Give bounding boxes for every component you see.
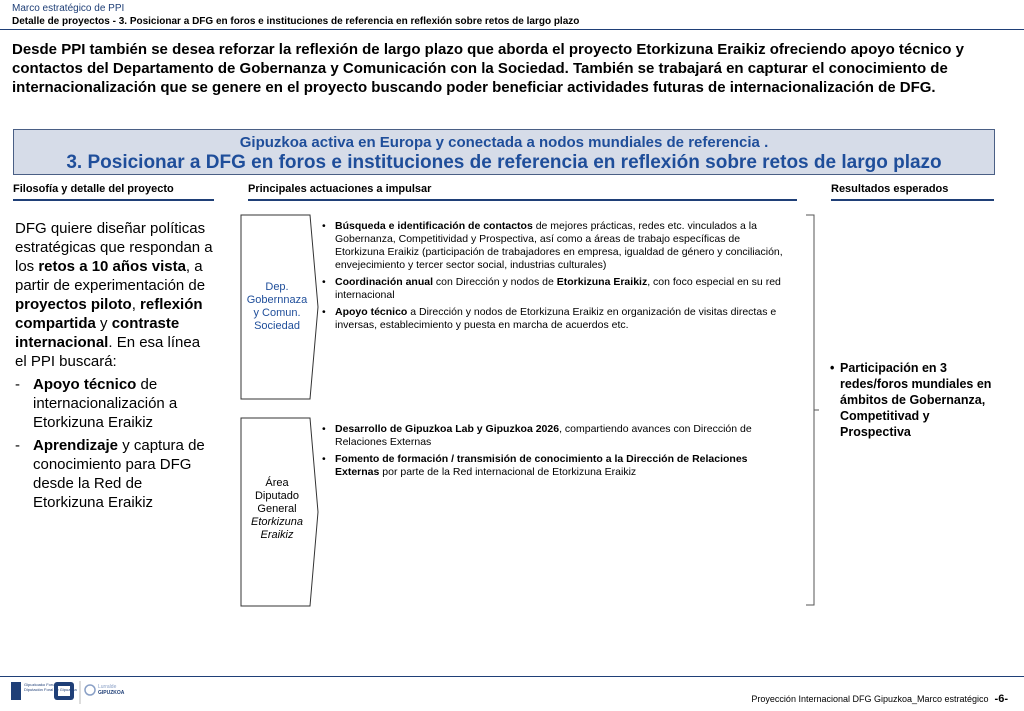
list-item: - Aprendizaje y captura de conocimiento para DFG desde la Red de Etorkizuna Eraikiz	[15, 437, 205, 511]
column-head-actuaciones: Principales actuaciones a impulsar	[248, 183, 797, 201]
list-item: • Apoyo técnico a Dirección y nodos de Etorkizuna Eraikiz en organización de visitas directas e inversas, establecimiento y puesta en marcha de acuerdos etc.	[322, 306, 777, 331]
page-number: -6-	[994, 693, 1008, 705]
actions-group-1	[322, 220, 792, 336]
logo-text-1: Gipuzkoako Foru Aldundia Diputación Foral de Gipuzkoa	[24, 682, 77, 692]
footer: Proyección Internacional DFG Gipuzkoa_Marco estratégico -6-	[751, 693, 1008, 705]
area-box	[240, 417, 320, 607]
strategy-banner	[13, 129, 995, 175]
logo-text-2: Lurralde GIPUZKOA	[98, 684, 125, 696]
column-head-resultados: Resultados esperados	[831, 183, 994, 201]
header-section: Marco estratégico de PPI	[12, 3, 125, 14]
list-item: • Fomento de formación / transmisión de conocimiento a la Dirección de Relaciones Externas por parte de la Red internacional de Etorkizuna Eraikiz	[322, 453, 748, 478]
banner-line-2: 3. Posicionar a DFG en foros e instituciones de referencia en reflexión sobre retos de largo plazo	[66, 152, 942, 173]
list-item: - Apoyo técnico de internacionalización a Etorkizuna Eraikiz	[15, 376, 178, 431]
header-divider	[0, 29, 1024, 30]
philosophy-list	[15, 375, 215, 512]
footer-divider	[0, 676, 1024, 677]
department-label: Dep. Gobernnaza y Comun. Sociedad	[246, 281, 308, 332]
column-head-filosofia: Filosofía y detalle del proyecto	[13, 183, 214, 201]
actions-group-2	[322, 423, 792, 483]
institution-logos	[10, 680, 130, 711]
results-bracket	[804, 214, 820, 606]
intro-text: Desde PPI también se desea reforzar la reflexión de largo plazo que aborda el proyecto Etorkizuna Eraikiz ofreciendo apoyo técnico y contactos del Departamento de Gobernanza y Comunicación con la Sociedad. También se trabajará en capturar el conocimiento de internacionalización que se genere en el proyecto buscando poder beneficiar actividades futuras de internacionalización de DFG.	[12, 41, 964, 96]
department-box	[240, 214, 320, 400]
list-item: • Coordinación anual con Dirección y nodos de Etorkizuna Eraikiz, con foco especial en su red internacional	[322, 276, 781, 301]
project-philosophy	[15, 219, 215, 516]
list-item: • Desarrollo de Gipuzkoa Lab y Gipuzkoa 2026, compartiendo avances con Dirección de Relaciones Externas	[322, 423, 752, 448]
list-item: • Búsqueda e identificación de contactos de mejores prácticas, redes etc. vinculados a la Gobernanza, Competitividad y Prospectiva, así como a áreas de trabajo específicas de Etorkizuna Eraikiz (participación de trabajadores en empresa, igualdad de género y conciliación, envejecimiento y tercer sector social, industrias culturales)	[322, 220, 783, 271]
area-label: Área Diputado General Etorkizuna Eraikiz	[251, 477, 303, 541]
expected-result: • Participación en 3 redes/foros mundiales en ámbitos de Gobernanza, Competitivad y Prospectiva	[830, 361, 992, 439]
philosophy-paragraph: DFG quiere diseñar políticas estratégicas que respondan a los retos a 10 años vista, a partir de experimentación de proyectos piloto, reflexión compartida y contraste internacional. En esa línea el PPI buscará:	[15, 220, 213, 370]
banner-line-1: Gipuzkoa activa en Europa y conectada a nodos mundiales de referencia .	[239, 134, 769, 151]
header-subtitle: Detalle de proyectos - 3. Posicionar a DFG en foros e instituciones de referencia en reflexión sobre retos de largo plazo	[12, 16, 580, 27]
